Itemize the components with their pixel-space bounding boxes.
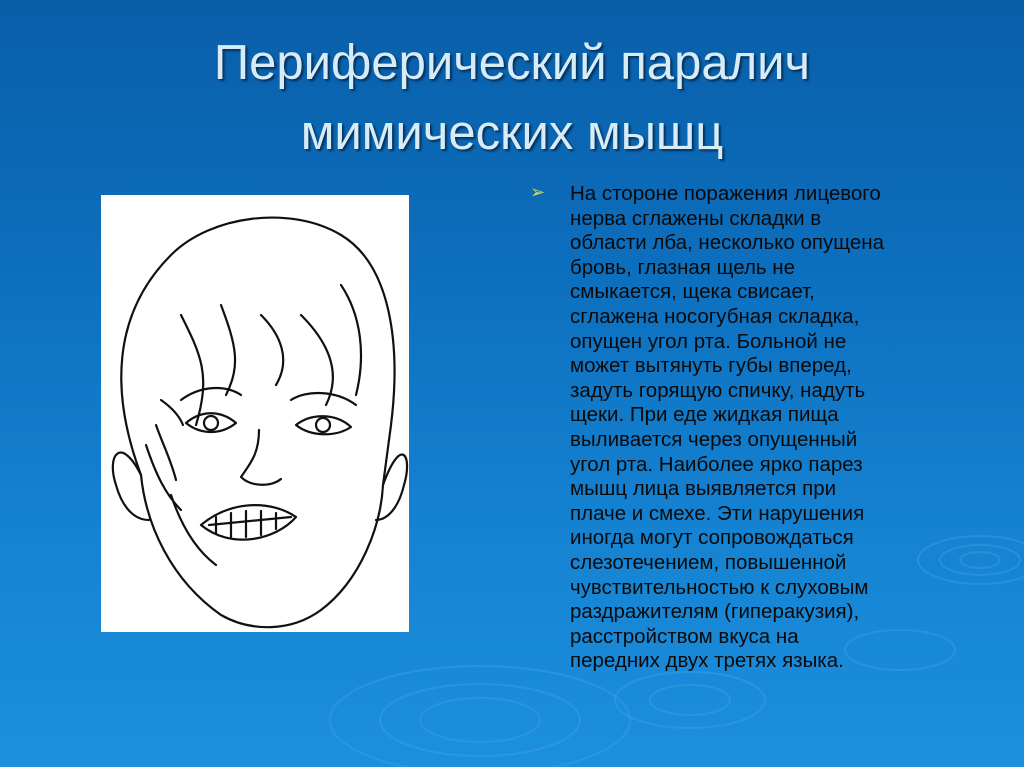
- body-line: раздражителям (гиперакузия),: [570, 600, 860, 624]
- body-line: плаче и смехе. Эти нарушения: [570, 501, 865, 525]
- body-line: щеки. При еде жидкая пища: [570, 403, 839, 427]
- body-line: расстройством вкуса на: [570, 624, 799, 648]
- body-line: На стороне поражения лицевого: [570, 182, 881, 205]
- body-line: опущен угол рта. Больной не: [570, 329, 847, 353]
- body-line: смыкается, щека свисает,: [570, 280, 815, 304]
- body-line: выливается через опущенный: [570, 427, 858, 451]
- paralyzed-face-drawing: [101, 195, 409, 632]
- body-line: задуть горящую спичку, надуть: [570, 378, 866, 402]
- slide-title: [0, 28, 1024, 168]
- body-line: сглажена носогубная складка,: [570, 304, 860, 328]
- body-line: иногда могут сопровождаться: [570, 526, 854, 550]
- title-line-1: Периферический паралич: [213, 36, 811, 90]
- face-illustration: [101, 195, 409, 632]
- body-line: передних двух третях языка.: [570, 649, 844, 673]
- body-line: области лба, несколько опущена: [570, 231, 884, 255]
- body-line: мышц лица выявляется при: [570, 477, 837, 501]
- arrow-bullet-icon: ➢: [530, 182, 546, 202]
- title-line-2: мимических мышц: [300, 106, 724, 160]
- body-line: нерва сглажены складки в: [570, 206, 822, 230]
- body-line: угол рта. Наиболее ярко парез: [570, 452, 863, 476]
- body-line: слезотечением, повышенной: [570, 550, 847, 574]
- body-line: чувствительностью к слуховым: [570, 575, 869, 599]
- body-line: бровь, глазная щель не: [570, 255, 795, 279]
- bullet-text: [570, 182, 990, 674]
- body-line: может вытянуть губы вперед,: [570, 354, 852, 378]
